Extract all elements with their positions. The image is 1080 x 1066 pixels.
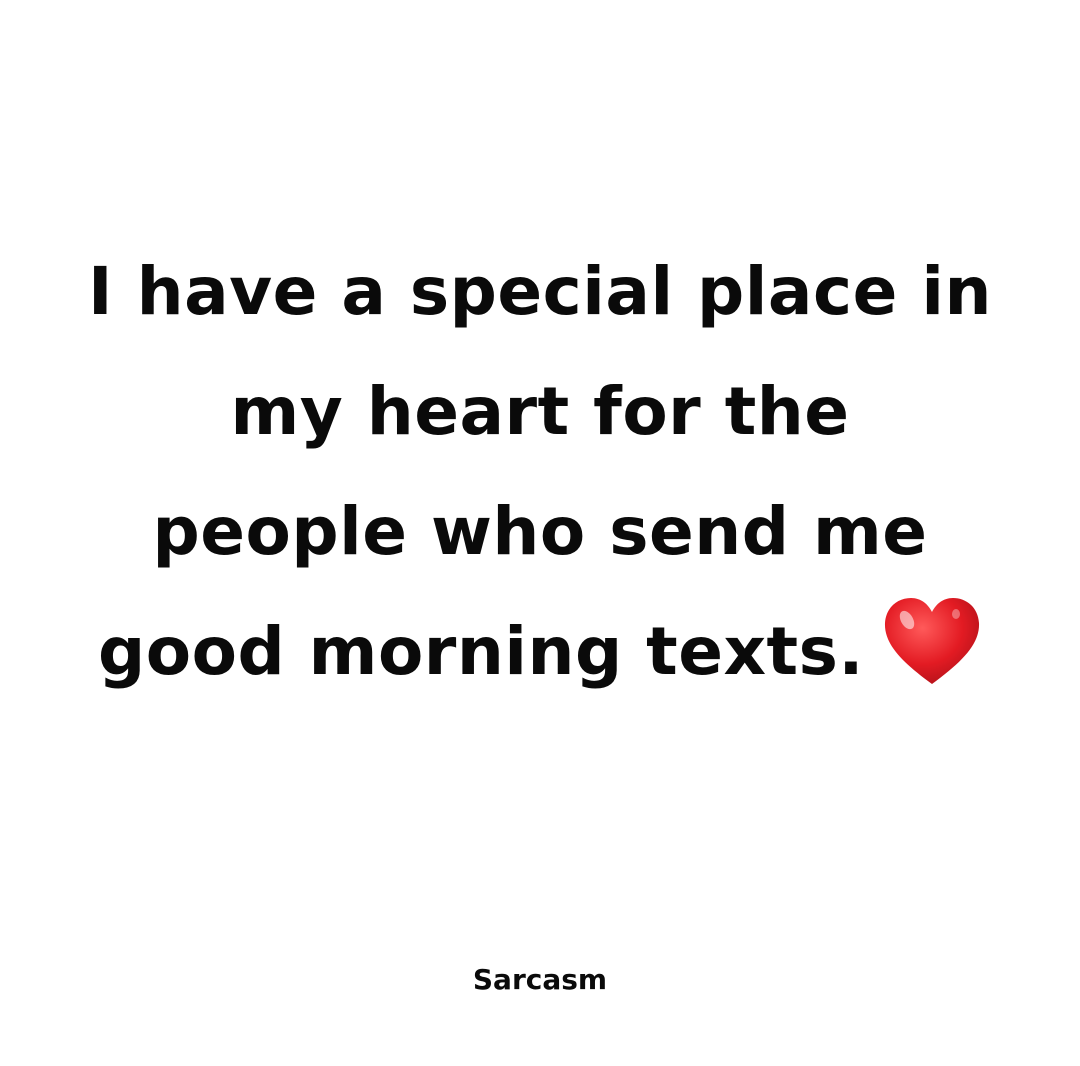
quote-line-4-text: good morning texts. — [98, 613, 864, 690]
quote-text — [0, 232, 1080, 712]
quote-line-1: I have a special place in — [88, 253, 992, 330]
red-heart-icon — [882, 596, 982, 688]
source-label: Sarcasm — [472, 963, 608, 996]
quote-line-3: people who send me — [152, 493, 928, 570]
quote-line-4 — [0, 592, 1080, 712]
quote-line-2: my heart for the — [230, 373, 850, 450]
